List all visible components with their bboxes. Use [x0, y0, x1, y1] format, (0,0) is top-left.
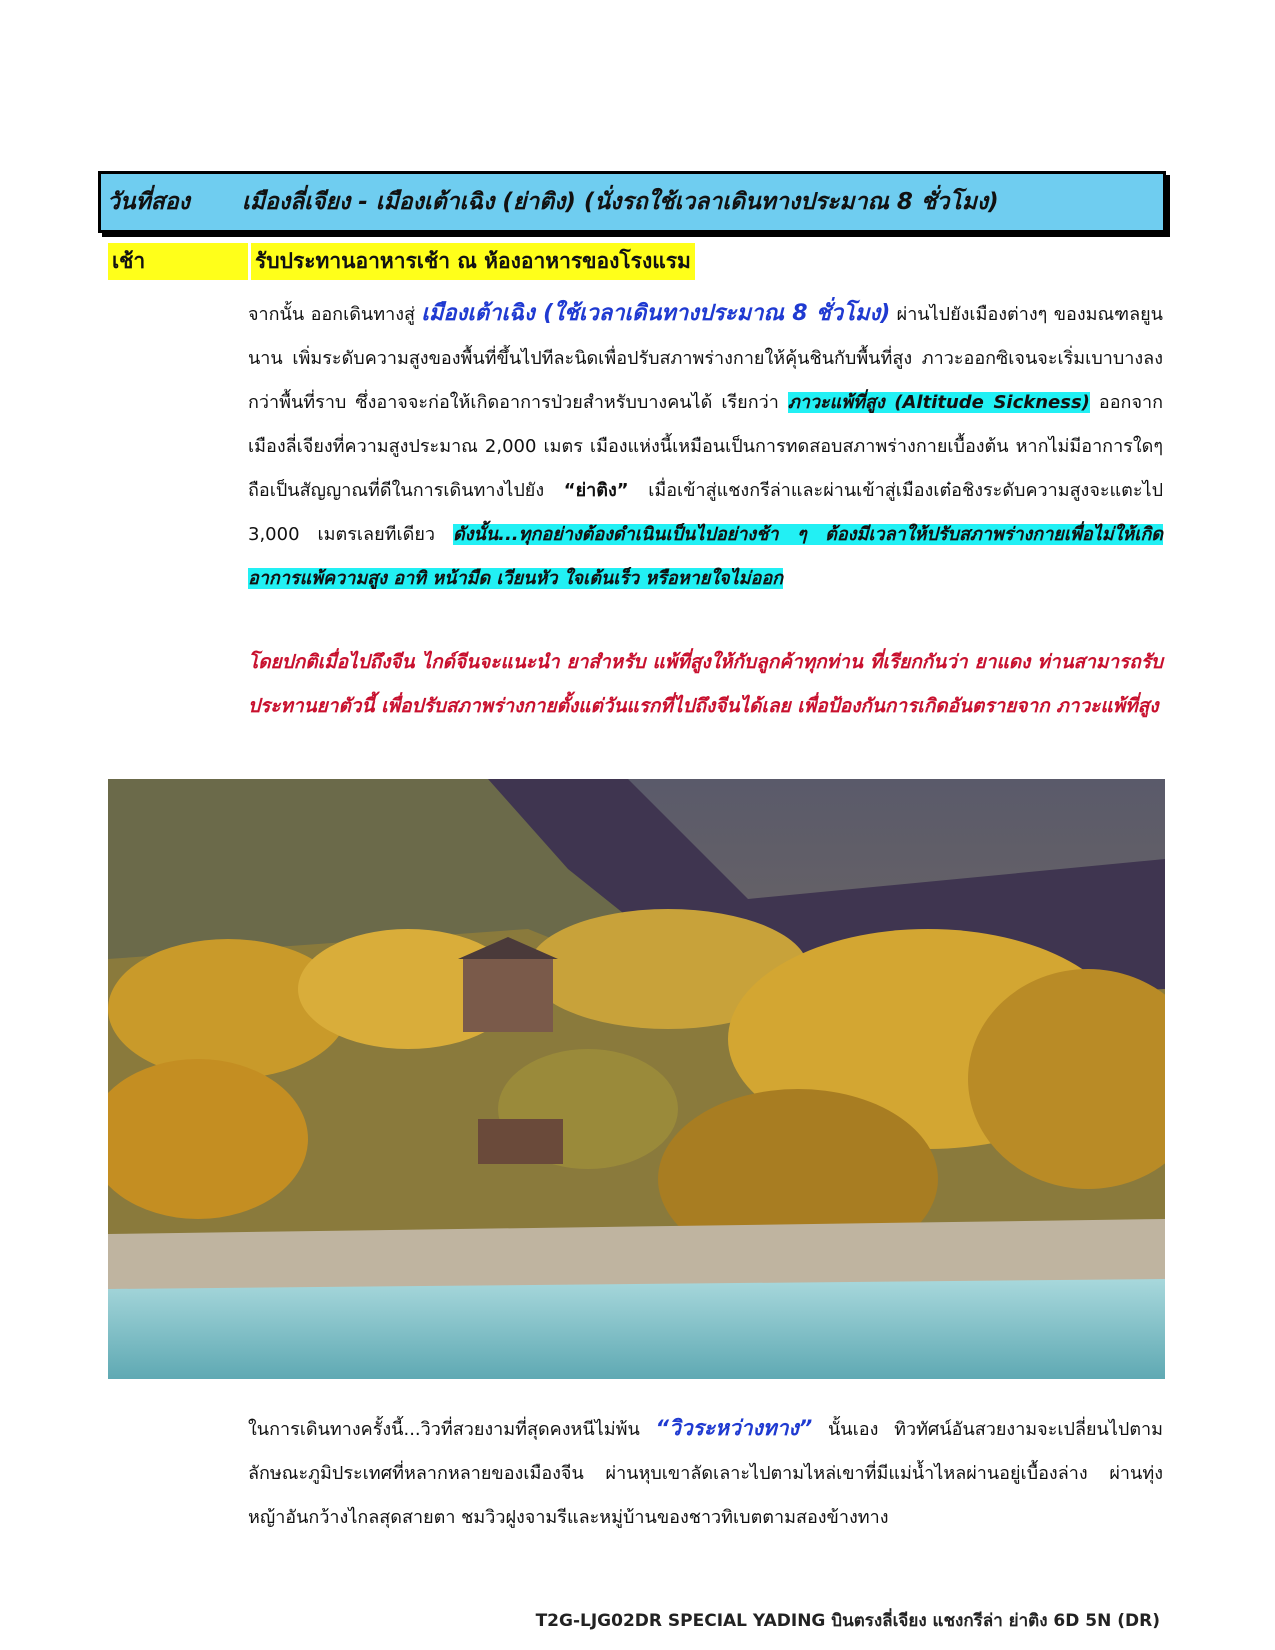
text-run: นั้นเอง ทิวทัศน์อันสวยงามจะเปลี่ยนไปตามลักษณะภูมิประเทศที่หลากหลายของเมืองจีน ผ่านหุบเขาลัดเลาะไปตามไหล่เขาที่มีแม่น้ำไหลผ่านอยู่เบื้องล่าง ผ่านทุ่งหญ้าอันกว้างไกลสุดสายตา ชมวิวฝูงจามรีและหมู่บ้านของชาวทิเบตตามสองข้างทาง: [248, 1419, 1163, 1528]
meal-time: เช้า: [108, 243, 248, 280]
medicine-note: โดยปกติเมื่อไปถึงจีน ไกด์จีนจะแนะนำ ยาสำหรับ แพ้ที่สูงให้กับลูกค้าทุกท่าน ที่เรียกกันว่า ยาแดง ท่านสามารถรับประทานยาตัวนี้ เพื่อปรับสภาพร่างกายตั้งแต่วันแรกที่ไปถึงจีนได้เลย เพื่อป้องกันการเกิดอันตรายจาก ภาวะแพ้ที่สูง: [248, 651, 1163, 717]
text-run: ผ่านไปยังเมืองต่างๆ ของมณฑลยูนนาน เพิ่มระดับความสูงของพื้นที่ขึ้นไปทีละนิดเพื่อปรับสภาพร่างกายให้คุ้นชินกับพื้นที่สูง ภาวะออกซิเจนจะเริ่มเบาบางลงกว่าพื้นที่ราบ ซึ่งอาจจะก่อให้เกิดอาการป่วยสำหรับบางคนได้ เรียกว่า: [248, 304, 1163, 413]
meal-description: รับประทานอาหารเช้า ณ ห้องอาหารของโรงแรม: [251, 243, 695, 280]
highlight-view: “วิวระหว่างทาง”: [655, 1416, 813, 1440]
footer-tour-code: T2G-LJG02DR SPECIAL YADING บินตรงลี่เจียง แชงกรีล่า ย่าติง 6D 5N (DR): [535, 1611, 1160, 1631]
text-run: จากนั้น ออกเดินทางสู่: [248, 304, 422, 325]
itinerary-paragraph-2: [248, 1406, 1163, 1540]
day-title: เมืองลี่เจียง - เมืองเต้าเฉิง (ย่าติง) (นั่งรถใช้เวลาเดินทางประมาณ 8 ชั่วโมง): [242, 189, 999, 215]
meal-row: [108, 243, 695, 280]
text-run: เมื่อเข้าสู่แชงกรีล่าและผ่านเข้าสู่เมืองเต๋อชิงระดับความสูงจะแตะไป 3,000 เมตรเลยทีเดียว: [248, 480, 1163, 545]
day-label: วันที่สอง: [107, 189, 190, 215]
landscape-photo: [108, 779, 1165, 1379]
itinerary-paragraph-1: [248, 292, 1163, 601]
bold-yading: “ย่าติง”: [563, 480, 629, 501]
highlight-warning: ดังนั้น...ทุกอย่างต้องดำเนินเป็นไปอย่างช้า ๆ ต้องมีเวลาให้ปรับสภาพร่างกายเพื่อไม่ให้เกิดอาการแพ้ความสูง อาทิ หน้ามืด เวียนหัว ใจเต้นเร็ว หรือหายใจไม่ออก: [248, 524, 1163, 589]
highlight-destination: เมืองเต้าเฉิง (ใช้เวลาเดินทางประมาณ 8 ชั่วโมง): [421, 301, 891, 326]
text-run: ในการเดินทางครั้งนี้...วิวที่สวยงามที่สุดคงหนีไม่พ้น: [248, 1419, 656, 1440]
landscape-illustration: [108, 779, 1165, 1379]
day-header: [98, 171, 1166, 233]
highlight-altitude-sickness: ภาวะแพ้ที่สูง (Altitude Sickness): [787, 392, 1090, 413]
text-run: ออกจากเมืองลี่เจียงที่ความสูงประมาณ 2,000 เมตร เมืองแห่งนี้เหมือนเป็นการทดสอบสภาพร่างกายเบื้องต้น หากไม่มีอาการใดๆ ถือเป็นสัญญาณที่ดีในการเดินทางไปยัง: [248, 392, 1164, 501]
